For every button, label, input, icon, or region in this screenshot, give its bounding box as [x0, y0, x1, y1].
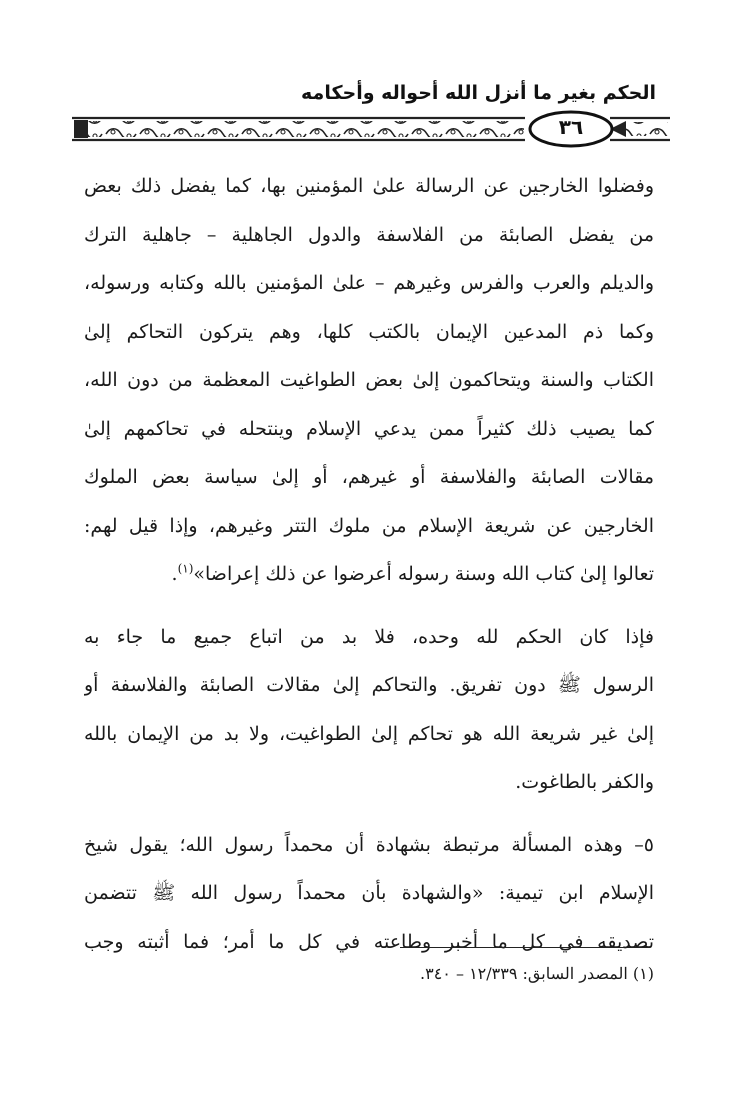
footnote: (١) المصدر السابق: ١٢/٣٣٩ – ٣٤٠. [420, 964, 654, 983]
text-line: الإسلام ابن تيمية: «والشهادة بأن محمداً رسول الله ﷺ تتضمن [84, 882, 654, 904]
text-line: والكفر بالطاغوت. [515, 771, 654, 793]
sentence-end: . [171, 563, 178, 585]
paragraph-gap [84, 599, 654, 613]
text-line: وكما ذم المدعين الإيمان بالكتب كلها، وهم يتركون التحاكم إلىٰ [84, 320, 654, 343]
text-line: الخارجين عن شريعة الإسلام من ملوك التتر وغيرهم، وإذا قيل لهم: [84, 514, 654, 537]
paragraph [84, 821, 654, 967]
paragraph [84, 162, 654, 599]
text-line: وفضلوا الخارجين عن الرسالة علىٰ المؤمنين بها، كما يفضل ذلك بعض [84, 175, 654, 197]
text-line: كما يصيب ذلك كثيراً ممن يدعي الإسلام وينتحله في تحاكمهم إلىٰ [84, 417, 654, 440]
text-line: مقالات الصابئة والفلاسفة أو غيرهم، أو إلىٰ سياسة بعض الملوك [84, 466, 654, 488]
quote-end-text: تعالوا إلىٰ كتاب الله وسنة رسوله أعرضوا عن ذلك إعراضا» [193, 563, 654, 585]
footnote-divider [400, 947, 650, 948]
running-title: الحكم بغير ما أنزل الله أحواله وأحكامه [301, 82, 656, 104]
text-line: تصديقه في كل ما أخبر وطاعته في كل ما أمر؛ فما أثبته وجب [84, 930, 654, 953]
paragraph [84, 613, 654, 807]
footnote-reference[interactable]: (١) [177, 561, 194, 576]
paragraph-gap [84, 807, 654, 821]
text-line: فإذا كان الحكم لله وحده، فلا بد من اتباع جميع ما جاء به [84, 625, 654, 648]
body-text [84, 162, 654, 966]
text-line: من يفضل الصابئة من الفلاسفة والدول الجاهلية – جاهلية الترك [84, 223, 654, 246]
text-line: الرسول ﷺ دون تفريق. والتحاكم إلىٰ مقالات الصابئة والفلاسفة أو [84, 674, 654, 696]
text-line: والديلم والعرب والفرس وغيرهم – علىٰ المؤمنين بالله وكتابه ورسوله، [84, 272, 654, 294]
text-line: إلىٰ غير شريعة الله هو تحاكم إلىٰ الطواغيت، ولا بد من الإيمان بالله [84, 722, 654, 745]
text-line: الكتاب والسنة ويتحاكمون إلىٰ بعض الطواغيت المعظمة من دون الله، [84, 369, 654, 391]
page-number: ٣٦ [558, 115, 584, 139]
text-line [84, 550, 654, 599]
text-line: ٥– وهذه المسألة مرتبطة بشهادة أن محمداً رسول الله؛ يقول شيخ [84, 833, 654, 856]
